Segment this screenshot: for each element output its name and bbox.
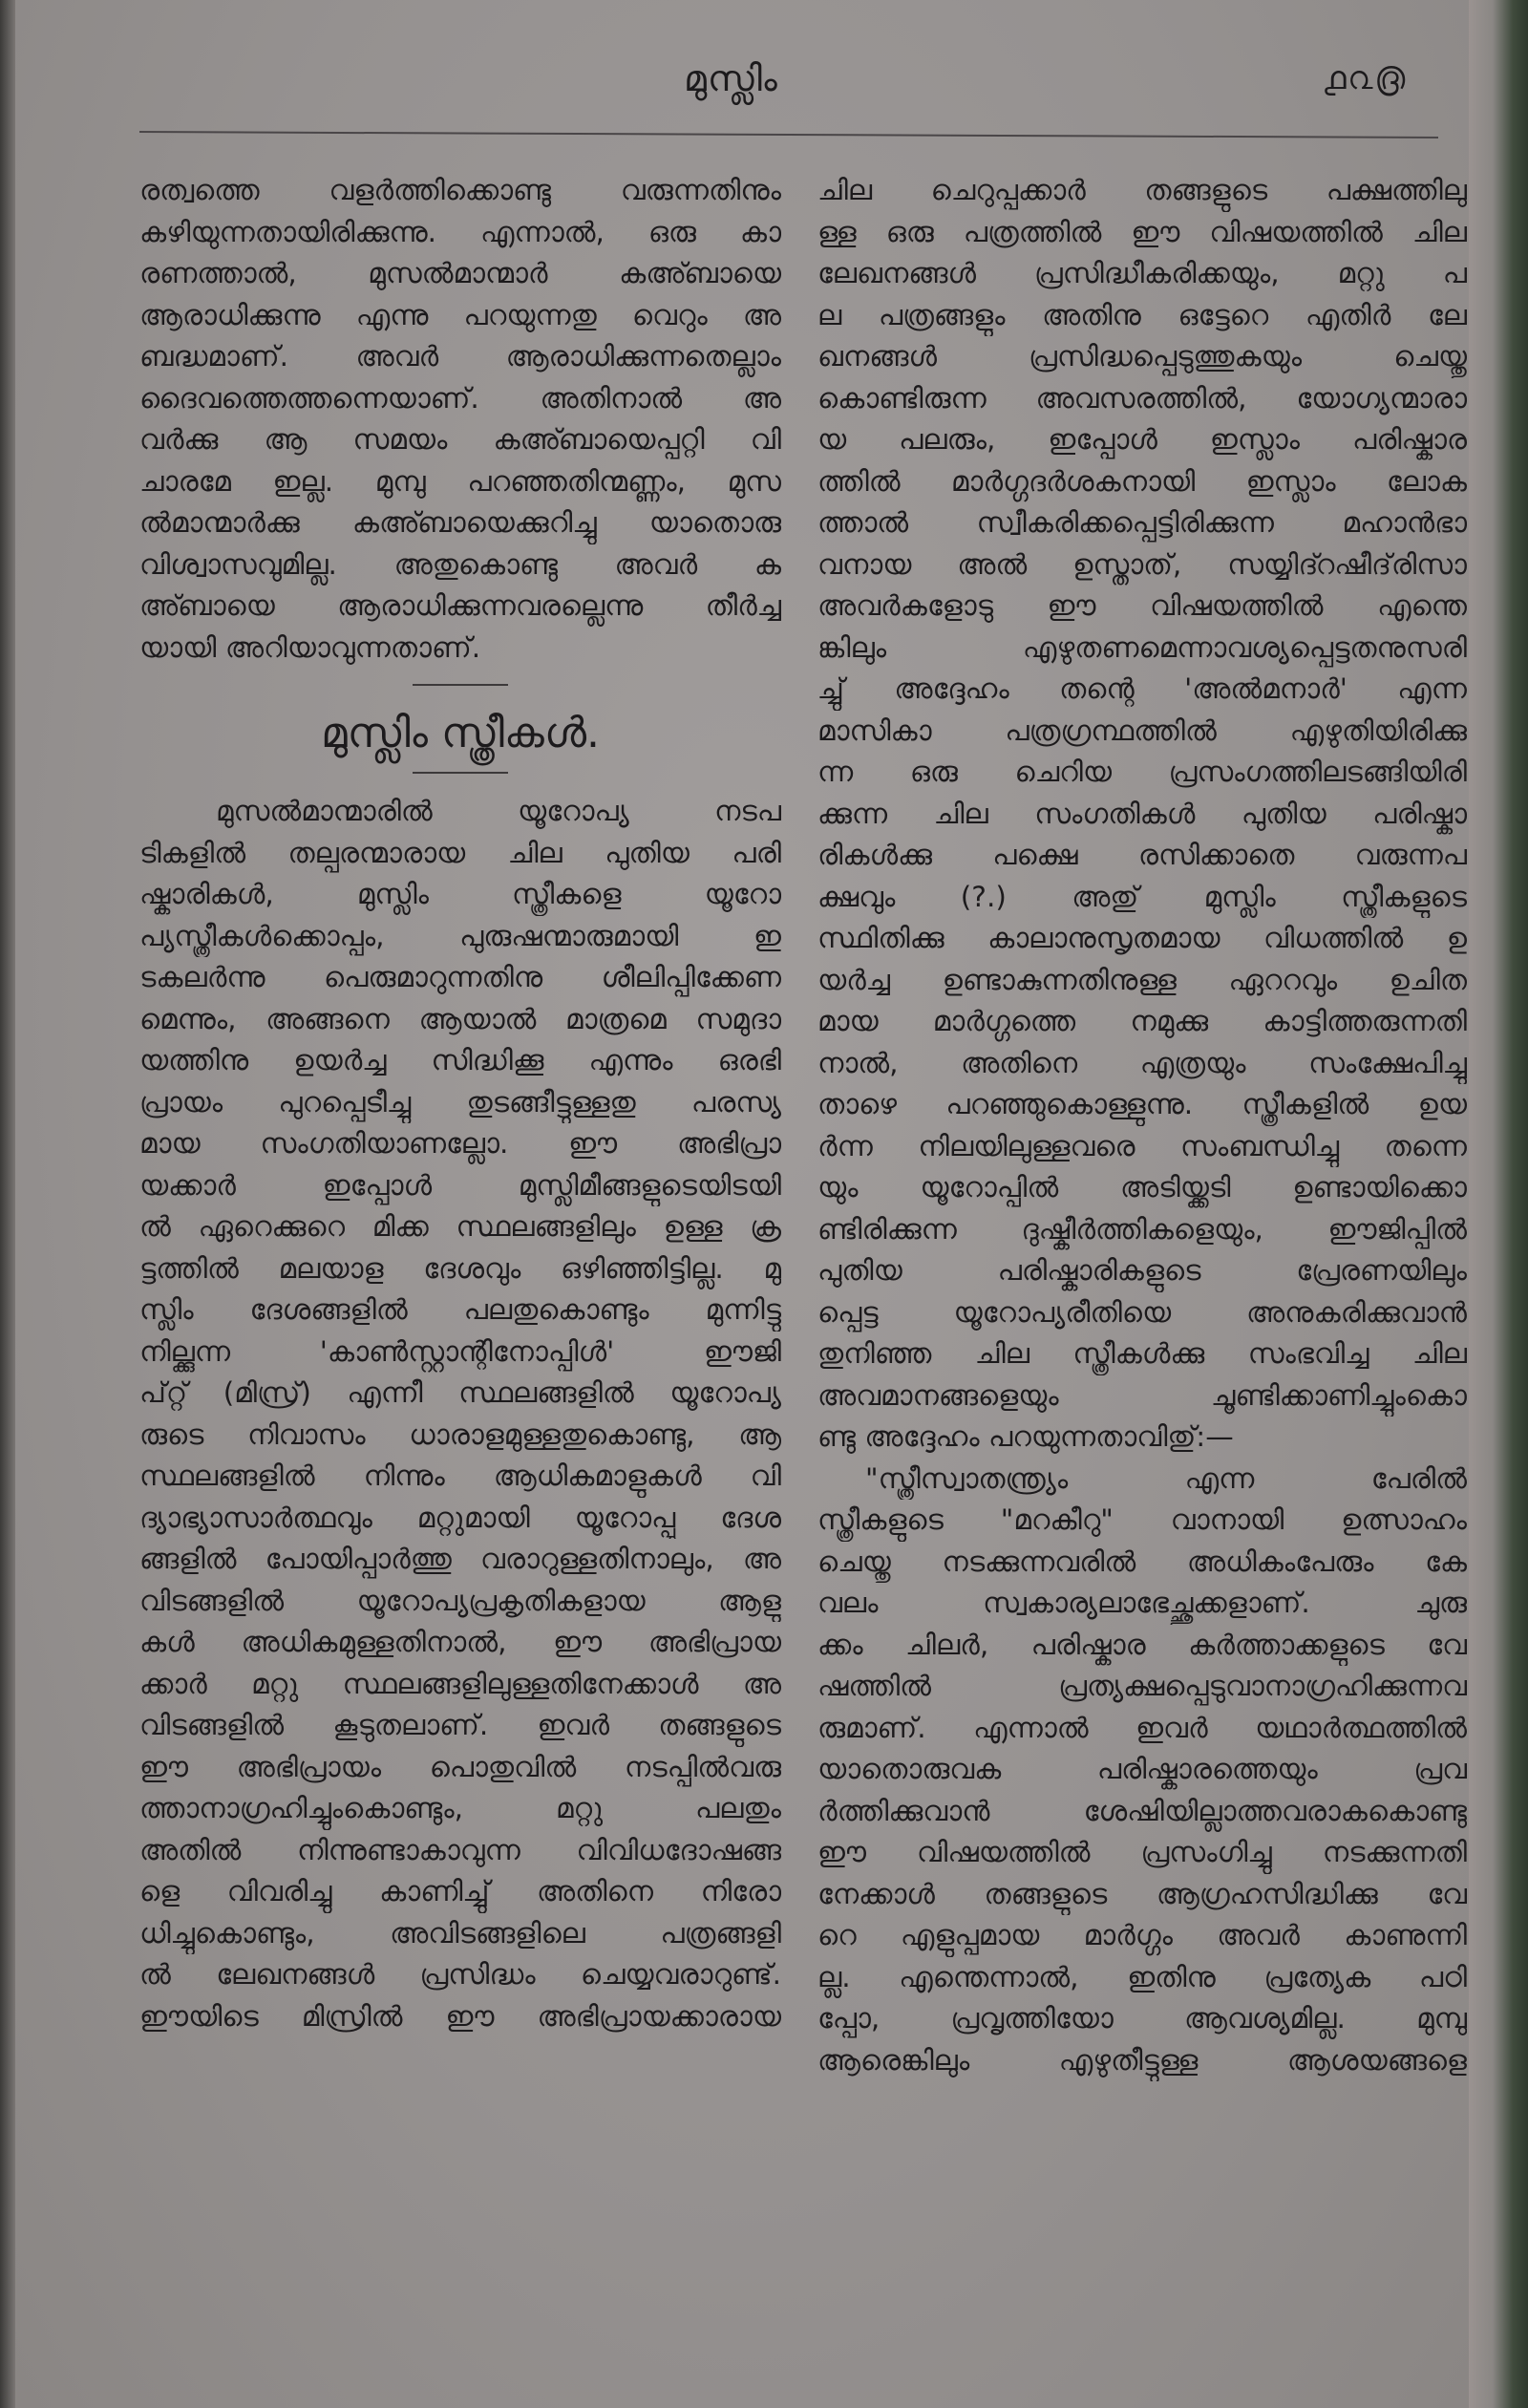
text-line: ധിച്ചുകൊണ്ടും, അവിടങ്ങളിലെ പത്രങ്ങളി	[139, 1916, 781, 1950]
text-line: മെന്നും, അങ്ങനെ ആയാൽ മാത്രമെ സമുദാ	[139, 1002, 781, 1035]
text-line: വർക്കു ആ സമയം കഅ്ബായെപ്പറ്റി വി	[139, 423, 781, 456]
scan-edge-right	[1469, 0, 1528, 2408]
text-line: ഖനങ്ങൾ പ്രസിദ്ധപ്പെടുത്തുകയും ചെയ്തു	[817, 340, 1467, 373]
text-line: ട്ടത്തിൽ മലയാള ദേശവും ഒഴിഞ്ഞിട്ടില്ല. മു	[139, 1251, 781, 1285]
text-line: അതിൽ നിന്നുണ്ടാകാവുന്ന വിവിധദോഷങ്ങ	[139, 1833, 781, 1866]
text-line: ങ്ങളിൽ പോയിപ്പാർത്തു വരാറുള്ളതിനാലും, അ	[139, 1543, 781, 1575]
text-line: ച്ചു് അദ്ദേഹം തന്റെ 'അൽമനാർ' എന്ന	[817, 672, 1467, 705]
text-line: ബദ്ധമാണ്. അവർ ആരാധിക്കുന്നതെല്ലാം	[139, 340, 781, 373]
text-line: രുമാണ്. എന്നാൽ ഇവർ യഥാർത്ഥത്തിൽ	[817, 1711, 1467, 1744]
text-line: സ്ഥിതിക്കു കാലാനുസൃതമായ വിധത്തിൽ ഉ	[817, 922, 1467, 954]
text-line: താഴെ പറഞ്ഞുകൊള്ളുന്നു. സ്ത്രീകളിൽ ഉയ	[817, 1088, 1467, 1120]
text-line: വനായ അൽ ഉസ്താത്, സയ്യിദ്റഷീദ്‌രിസാ	[817, 547, 1467, 581]
paragraph-continued	[139, 170, 781, 669]
text-line: അവർകളോടു ഈ വിഷയത്തിൽ എന്തെ	[817, 589, 1467, 622]
text-line: വിശ്വാസവുമില്ല. അതുകൊണ്ടു അവർ ക	[139, 547, 781, 581]
text-line: രികൾക്കു പക്ഷെ രസിക്കാതെ വരുന്നപ	[817, 839, 1467, 871]
text-line: രുടെ നിവാസം ധാരാളമുള്ളതുകൊണ്ടു, ആ	[139, 1417, 781, 1451]
text-line: ൽ ലേഖനങ്ങൾ പ്രസിദ്ധം ചെയ്യവരാറുണ്ട്.	[139, 1958, 781, 1991]
text-line: പ്യസ്ത്രീകൾക്കൊപ്പം, പുരുഷന്മാരുമായി ഇ	[139, 919, 781, 952]
text-line: നേക്കാൾ തങ്ങളുടെ ആഗ്രഹസിദ്ധിക്കു വേ	[817, 1877, 1467, 1910]
text-line: യും യൂറോപ്പിൽ അടിയ്ക്കടി ഉണ്ടായിക്കൊ	[817, 1171, 1467, 1204]
text-line: ല പത്രങ്ങളും അതിനു ഒട്ടേറെ എതിർ ലേ	[817, 298, 1467, 331]
text-line: അവമാനങ്ങളെയും ചൂണ്ടിക്കാണിച്ചുംകൊ	[817, 1378, 1467, 1412]
quoted-passage	[817, 1459, 1467, 2082]
running-title: മുസ്ലിം	[684, 57, 778, 99]
text-line: ലേഖനങ്ങൾ പ്രസിദ്ധീകരിക്കയും, മറ്റു പ	[817, 257, 1467, 289]
text-line: ണ്ടിരിക്കുന്ന ദുഷ്കീർത്തികളെയും, ഈജിപ്പിൽ	[817, 1212, 1467, 1246]
text-line: പ്റ്റ് (മിസ്ര്) എന്നീ സ്ഥലങ്ങളിൽ യൂറോപ്യ	[139, 1376, 781, 1409]
text-line: കൊണ്ടിരുന്ന അവസരത്തിൽ, യോഗ്യന്മാരാ	[817, 381, 1467, 415]
text-line: ക്കുന്ന ചില സംഗതികൾ പുതിയ പരിഷ്കാ	[817, 797, 1467, 830]
text-line: ഈ വിഷയത്തിൽ പ്രസംഗിച്ചു നടക്കുന്നതി	[817, 1836, 1467, 1868]
text-line: യ പലരും, ഇപ്പോൾ ഇസ്ലാം പരിഷ്കാര	[817, 423, 1467, 456]
section-separator	[413, 684, 508, 686]
text-line: ത്തിൽ മാർഗ്ഗദർശകനായി ഇസ്ലാം ലോക	[817, 464, 1467, 498]
text-line: വലം സ്വകാര്യലാഭേച്ഛുക്കളാണ്. ചുരു	[817, 1587, 1467, 1619]
text-line: തുനിഞ്ഞ ചില സ്ത്രീകൾക്കു സംഭവിച്ച ചില	[817, 1337, 1467, 1370]
text-line: ഈ അഭിപ്രായം പൊതുവിൽ നടപ്പിൽവരു	[139, 1750, 781, 1783]
text-line: കഴിയുന്നതായിരിക്കുന്നു. എന്നാൽ, ഒരു കാ	[139, 215, 781, 248]
text-line: ർന്ന നിലയിലുള്ളവരെ സംബന്ധിച്ചു തന്നെ	[817, 1129, 1467, 1162]
text-line: പ്പെട്ട യൂറോപ്യരീതിയെ അനുകരിക്കുവാൻ	[817, 1295, 1467, 1329]
text-line: ആരെങ്കിലും എഴുതീട്ടുള്ള ആശയങ്ങളെ	[817, 2043, 1467, 2077]
header-rule	[139, 131, 1438, 139]
text-line: ദൈവത്തെത്തന്നെയാണ്. അതിനാൽ അ	[139, 381, 781, 415]
running-head	[15, 55, 1469, 113]
text-line: കൾ അധികമുള്ളതിനാൽ, ഈ അഭിപ്രായ	[139, 1626, 781, 1658]
text-line: ചില ചെറുപ്പക്കാർ തങ്ങളുടെ പക്ഷത്തിലു	[817, 174, 1467, 206]
text-line: പ്പോ, പ്രവൃത്തിയോ ആവശ്യമില്ല. മുമ്പു	[817, 2002, 1467, 2035]
text-line: ന്ന ഒരു ചെറിയ പ്രസംഗത്തിലടങ്ങിയിരി	[817, 756, 1467, 788]
text-line: ല്ല. എന്തെന്നാൽ, ഇതിനു പ്രത്യേക പഠി	[817, 1960, 1467, 1993]
left-column	[139, 170, 781, 2037]
text-line: യർച്ച ഉണ്ടാകുന്നതിനുള്ള ഏററവും ഉചിത	[817, 963, 1467, 996]
text-line: മുസൽമാന്മാരിൽ യൂറോപ്യ നടപ	[216, 795, 781, 827]
text-line: ഷ്കാരികൾ, മുസ്ലിം സ്ത്രീകളെ യൂറോ	[139, 878, 781, 910]
text-line: മാസികാ പത്രഗ്രന്ഥത്തിൽ എഴുതിയിരിക്കു	[817, 714, 1467, 747]
text-line: ഷത്തിൽ പ്രത്യക്ഷപ്പെടുവാനാഗ്രഹിക്കുന്നവ	[817, 1670, 1467, 1702]
text-line: ടകലർന്നു പെരുമാറുന്നതിനു ശീലിപ്പിക്കേണ	[139, 961, 781, 993]
text-line: അ്ബായെ ആരാധിക്കുന്നവരല്ലെന്നു തീർച്ച	[139, 589, 781, 622]
text-line: സ്ലിം ദേശങ്ങളിൽ പലതുകൊണ്ടും മുന്നിട്ടു	[139, 1293, 781, 1326]
text-line: ത്താനാഗ്രഹിച്ചുംകൊണ്ടും, മറ്റു പലതും	[139, 1792, 781, 1824]
text-line: ള്ള ഒരു പത്രത്തിൽ ഈ വിഷയത്തിൽ ചില	[817, 215, 1467, 248]
text-line: ചെയ്തു നടക്കുന്നവരിൽ അധികംപേരും കേ	[817, 1545, 1467, 1578]
text-line: പ്രായം പുറപ്പെടീച്ചു തുടങ്ങീട്ടുള്ളതു പരസ്യ	[139, 1085, 781, 1119]
page-number: ൧൨൫	[1324, 59, 1408, 97]
text-line: വിടങ്ങളിൽ കൂടുതലാണ്. ഇവർ തങ്ങളുടെ	[139, 1709, 781, 1741]
article-paragraph	[817, 170, 1467, 1459]
text-line: ക്ഷവും (?.) അതു് മുസ്ലിം സ്ത്രീകളുടെ	[817, 880, 1467, 913]
section-title: മുസ്ലിം സ്ത്രീകൾ.	[320, 709, 601, 757]
text-line: യാതൊരുവക പരിഷ്കാരത്തെയും പ്രവ	[817, 1753, 1467, 1785]
text-line: ൽ ഏറെക്കുറെ മിക്ക സ്ഥലങ്ങളിലും ഉള്ള ക്ര	[139, 1210, 781, 1243]
text-line: ക്കം ചിലർ, പരിഷ്കാര കർത്താക്കളുടെ വേ	[817, 1628, 1467, 1661]
text-line: മായ സംഗതിയാണല്ലോ. ഈ അഭിപ്രാ	[139, 1127, 781, 1160]
text-line: "സ്ത്രീസ്വാതന്ത്ര്യം എന്ന പേരിൽ	[865, 1461, 1467, 1495]
text-line: ളെ വിവരിച്ചു കാണിച്ചു് അതിനെ നിരോ	[139, 1875, 781, 1907]
title-rule	[413, 772, 508, 774]
text-line: യക്കാർ ഇപ്പോൾ മുസ്ലിമീങ്ങളുടെയിടയി	[139, 1168, 781, 1202]
text-line: ചാരമേ ഇല്ല. മുമ്പു പറഞ്ഞതിന്മണ്ണം, മുസ	[139, 464, 781, 498]
text-line: ക്കാർ മറ്റു സ്ഥലങ്ങളിലുള്ളതിനേക്കാൾ അ	[139, 1667, 781, 1700]
text-line: ദ്യാഭ്യാസാർത്ഥവും മറ്റുമായി യൂറോപ്പു ദേശ	[139, 1501, 781, 1534]
text-line: ർത്തിക്കുവാൻ ശേഷിയില്ലാത്തവരാകകൊണ്ടു	[817, 1794, 1467, 1827]
text-line: സ്ത്രീകളുടെ "മറകീറു" വാനായി ഉത്സാഹം	[817, 1503, 1467, 1536]
text-line: ആരാധിക്കുന്നു എന്നു പറയുന്നതു വെറും അ	[139, 298, 781, 331]
text-line: ഈയിടെ മിസ്രിൽ ഈ അഭിപ്രായക്കാരായ	[139, 1999, 781, 2033]
text-line: ങ്കിലും എഴുതണമെന്നാവശ്യപ്പെട്ടതനുസരി	[817, 630, 1467, 664]
scanned-page	[15, 0, 1469, 2408]
text-line: റെ എളുപ്പമായ മാർഗ്ഗം അവർ കാണുന്നി	[817, 1919, 1467, 1951]
text-line: ടികളിൽ തല്പരന്മാരായ ചില പുതിയ പരി	[139, 836, 781, 869]
text-line: വിടങ്ങളിൽ യൂറോപ്യപ്രകൃതികളായ ആളു	[139, 1584, 781, 1617]
text-line: നില്ക്കുന്ന 'കാൺസ്റ്റാന്റിനോപ്പിൾ' ഈജി	[139, 1334, 781, 1368]
text-line: മായ മാർഗ്ഗത്തെ നമുക്കു കാട്ടിത്തരുന്നതി	[817, 1005, 1467, 1037]
text-line: സ്ഥലങ്ങളിൽ നിന്നും ആധികമാളുകൾ വി	[139, 1460, 781, 1492]
article-paragraph	[139, 791, 781, 2037]
right-column	[817, 170, 1467, 2081]
text-line: പുതിയ പരിഷ്കാരികളുടെ പ്രേരണയിലും	[817, 1254, 1467, 1287]
text-line: ൽമാന്മാർക്കു കഅ്ബായെക്കുറിച്ചു യാതൊരു	[139, 506, 781, 539]
text-line: ത്താൽ സ്വീകരിക്കപ്പെട്ടിരിക്കുന്ന മഹാൻഭാ	[817, 506, 1467, 539]
text-line: ണ്ടു അദ്ദേഹം പറയുന്നതാവിതു്:—	[817, 1420, 1234, 1453]
text-line: നാൽ, അതിനെ എത്രയും സംക്ഷേപിച്ചു	[817, 1046, 1467, 1079]
text-line: രണത്താൽ, മുസൽമാന്മാർ കഅ്ബായെ	[139, 257, 781, 289]
text-line: യായി അറിയാവുന്നതാണ്.	[139, 630, 481, 664]
text-line: യത്തിനു ഉയർച്ച സിദ്ധിക്കൂ എന്നും ഒരഭി	[139, 1044, 781, 1076]
scan-edge-left	[0, 0, 15, 2408]
text-line: രത്വത്തെ വളർത്തിക്കൊണ്ടു വരുന്നതിനും	[139, 174, 781, 206]
